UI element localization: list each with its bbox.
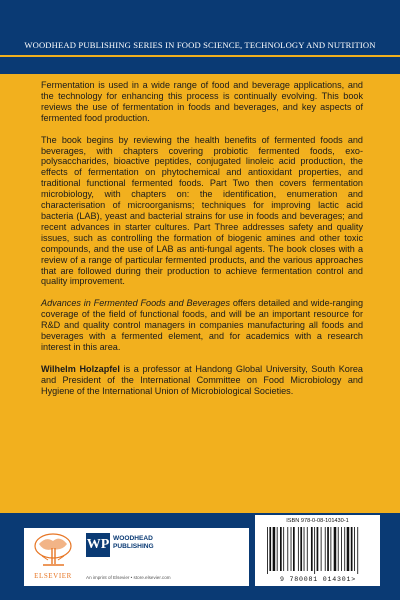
audience-paragraph (41, 298, 363, 353)
author-paragraph (41, 364, 363, 397)
book-title: Advances in Fermented Foods and Beverages (41, 298, 231, 309)
back-cover-blurb (41, 80, 363, 397)
elsevier-wordmark: ELSEVIER (34, 572, 72, 580)
woodhead-wordmark (113, 535, 183, 551)
series-title: WOODHEAD PUBLISHING SERIES IN FOOD SCIENCE, TECHNOLOGY AND NUTRITION (24, 40, 376, 50)
imprint-note: An imprint of Elsevier • store.elsevier.com (86, 575, 171, 580)
woodhead-line1: WOODHEAD (113, 535, 153, 542)
woodhead-line2: PUBLISHING (113, 543, 154, 550)
author-name: Wilhelm Holzapfel (41, 363, 120, 374)
author-bio: is a professor at Handong Global University, South Korea and President of the International Committee on Food Microbiology and Hygiene of the International Union of Microbiological Societies. (41, 363, 363, 396)
top-banner (0, 0, 400, 74)
barcode-digits (258, 576, 378, 583)
isbn-label: ISBN 978-0-08-101430-1 (286, 518, 349, 524)
barcode-number: 9 780081 014301 (279, 576, 352, 583)
elsevier-tree-icon (30, 532, 76, 570)
audience-text: offers detailed and wide-ranging coverage of the field of functional foods, and will be an important resource for R&D and quality control managers in companies manufacturing all foods and beverages with a fermented element, and for academics with a research interest in this area. (41, 298, 363, 352)
woodhead-logo-icon: WP (86, 533, 110, 557)
contents-paragraph: The book begins by reviewing the health benefits of fermented foods and beverages, with chapters covering probiotic fermented foods, exo-polysaccharides, bioactive peptides, conjugated linoleic acid production, the effects of fermentation on phytochemical and antioxidant properties, and traditional functional fermented foods. Part Two then covers fermentation microbiology, with chapters on: the identification, enumeration and characterisation of microorganisms; techniques for improving lactic acid bacteria (LAB), yeast and bacterial strains for use in foods and beverages; and recent advances in starter cultures. Part Three addresses safety and quality issues, such as controlling the formation of biogenic amines and other toxic compounds, and the use of LAB as anti-fungal agents. The book closes with a review of a range of particular fermented products, and the various approaches that are followed during their production to achieve fermentation control and quality improvement. (41, 134, 363, 287)
intro-paragraph: Fermentation is used in a wide range of food and beverage applications, and the technology for enhancing this process is continually evolving. This book reviews the use of fermentation in foods and beverages, and key aspects of fermented food production. (41, 80, 363, 123)
barcode-add-on-mark: > (351, 576, 357, 583)
series-rule (0, 55, 400, 57)
barcode-bars (265, 527, 375, 574)
